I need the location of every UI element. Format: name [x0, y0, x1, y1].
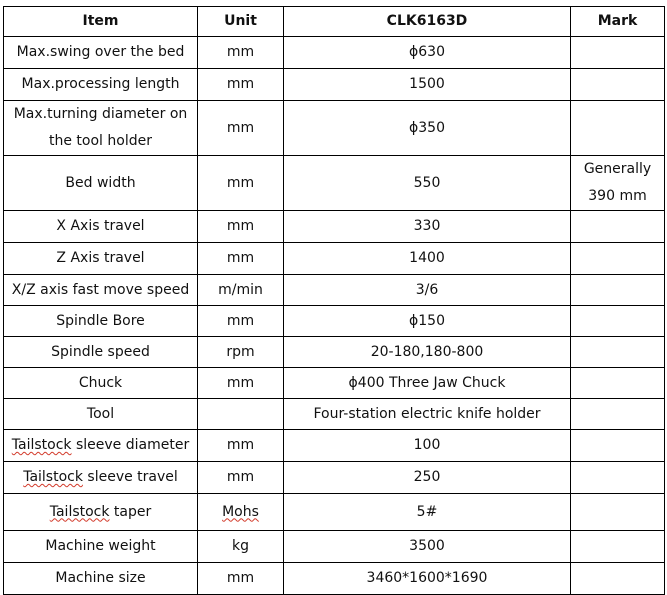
item-cell: X Axis travel: [4, 211, 198, 243]
item-line-1: Max.turning diameter on: [13, 106, 188, 122]
mark-cell: [571, 69, 665, 101]
unit-cell: kg: [198, 531, 284, 563]
mark-cell: [571, 337, 665, 368]
spec-table: [3, 6, 665, 595]
unit-cell: m/min: [198, 275, 284, 306]
item-cell: Machine size: [4, 563, 198, 595]
unit-mohs: Mohs: [222, 503, 259, 520]
item-rest: sleeve travel: [82, 469, 178, 485]
table-row: [4, 337, 665, 368]
item-cell: Max.processing length: [4, 69, 198, 101]
value-cell: 100: [284, 430, 571, 462]
table-row: [4, 494, 665, 531]
item-line-2: the tool holder: [49, 133, 152, 149]
unit-cell: mm: [198, 306, 284, 337]
mark-cell: [571, 399, 665, 430]
table-row: [4, 430, 665, 462]
unit-cell: [198, 494, 284, 531]
item-cell: [4, 430, 198, 462]
value-cell: 3460*1600*1690: [284, 563, 571, 595]
item-cell: X/Z axis fast move speed: [4, 275, 198, 306]
value-cell: ϕ150: [284, 306, 571, 337]
mark-cell: [571, 462, 665, 494]
item-cell: Max.swing over the bed: [4, 37, 198, 69]
value-cell: 1500: [284, 69, 571, 101]
value-cell: ϕ400 Three Jaw Chuck: [284, 368, 571, 399]
mark-cell: [571, 368, 665, 399]
mark-cell: [571, 156, 665, 211]
table-row: [4, 211, 665, 243]
table-row: [4, 156, 665, 211]
item-cell: Chuck: [4, 368, 198, 399]
mark-cell: [571, 563, 665, 595]
unit-cell: [198, 399, 284, 430]
table-row: [4, 306, 665, 337]
unit-cell: mm: [198, 368, 284, 399]
header-mark: Mark: [571, 7, 665, 37]
value-cell: ϕ630: [284, 37, 571, 69]
unit-cell: mm: [198, 243, 284, 275]
item-cell: [4, 494, 198, 531]
table-row: [4, 275, 665, 306]
item-cell: Spindle speed: [4, 337, 198, 368]
table-row: [4, 37, 665, 69]
item-cell: Bed width: [4, 156, 198, 211]
value-cell: Four-station electric knife holder: [284, 399, 571, 430]
item-cell: Machine weight: [4, 531, 198, 563]
table-row: [4, 368, 665, 399]
table-row: [4, 69, 665, 101]
mark-cell: [571, 306, 665, 337]
header-unit: Unit: [198, 7, 284, 37]
mark-cell: [571, 494, 665, 531]
header-item: Item: [4, 7, 198, 37]
item-word-tailstock: Tailstock: [49, 503, 110, 520]
item-word-tailstock: Tailstock: [23, 469, 83, 485]
value-cell: 550: [284, 156, 571, 211]
value-cell: 3500: [284, 531, 571, 563]
unit-cell: rpm: [198, 337, 284, 368]
mark-cell: [571, 243, 665, 275]
value-cell: 20-180,180-800: [284, 337, 571, 368]
mark-cell: [571, 211, 665, 243]
unit-cell: mm: [198, 462, 284, 494]
item-cell: [4, 462, 198, 494]
table-row: [4, 243, 665, 275]
unit-cell: mm: [198, 156, 284, 211]
item-cell: Z Axis travel: [4, 243, 198, 275]
mark-line-1: Generally: [583, 161, 652, 177]
unit-cell: mm: [198, 430, 284, 462]
unit-cell: mm: [198, 211, 284, 243]
table-row: [4, 399, 665, 430]
mark-cell: [571, 101, 665, 156]
mark-cell: [571, 37, 665, 69]
header-row: [4, 7, 665, 37]
item-cell: Spindle Bore: [4, 306, 198, 337]
mark-cell: [571, 430, 665, 462]
item-cell: Tool: [4, 399, 198, 430]
value-cell: 1400: [284, 243, 571, 275]
table-row: [4, 462, 665, 494]
table-row: [4, 563, 665, 595]
value-cell: 3/6: [284, 275, 571, 306]
value-cell: 330: [284, 211, 571, 243]
unit-cell: mm: [198, 37, 284, 69]
unit-cell: mm: [198, 563, 284, 595]
value-cell: 250: [284, 462, 571, 494]
item-rest: taper: [109, 503, 152, 520]
item-word-tailstock: Tailstock: [11, 437, 72, 453]
mark-cell: [571, 531, 665, 563]
item-cell: [4, 101, 198, 156]
mark-cell: [571, 275, 665, 306]
mark-line-2: 390 mm: [588, 188, 647, 204]
header-model: CLK6163D: [284, 7, 571, 37]
item-rest: sleeve diameter: [71, 437, 190, 453]
unit-cell: mm: [198, 69, 284, 101]
unit-cell: mm: [198, 101, 284, 156]
table-row: [4, 101, 665, 156]
value-cell: 5#: [284, 494, 571, 531]
value-cell: ϕ350: [284, 101, 571, 156]
table-row: [4, 531, 665, 563]
